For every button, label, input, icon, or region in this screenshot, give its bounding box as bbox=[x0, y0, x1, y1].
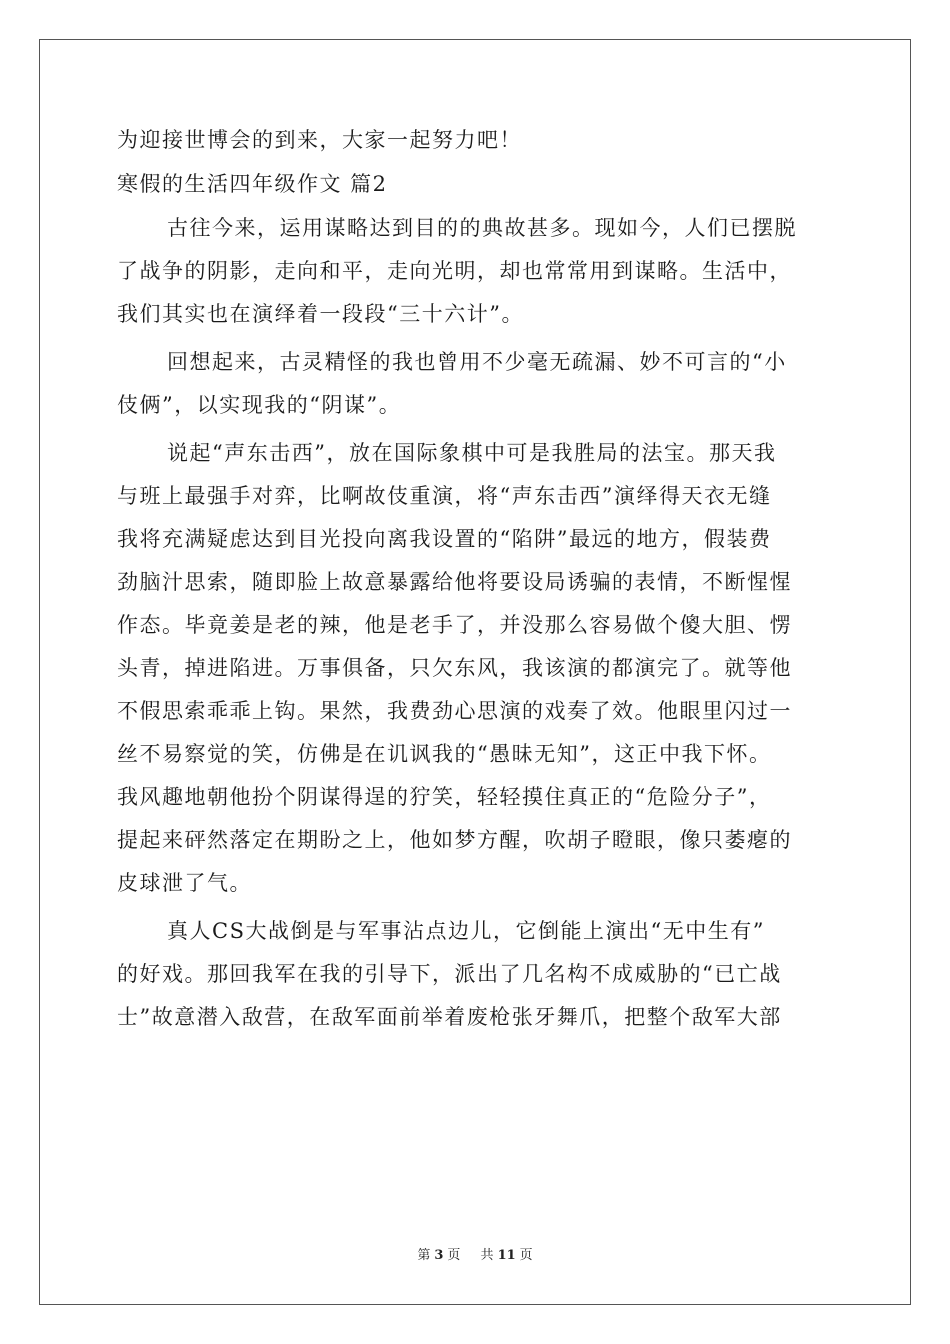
page-footer bbox=[0, 1248, 950, 1264]
text-line: 我风趣地朝他扮个阴谋得逞的狞笑，轻轻摸住真正的“危险分子”， bbox=[117, 785, 772, 809]
text-line: 古往今来，运用谋略达到目的的典故甚多。现如今，人们已摆脱 bbox=[167, 216, 797, 240]
text-line: 我将充满疑虑达到目光投向离我设置的“陷阱”最远的地方，假装费 bbox=[117, 527, 772, 551]
text-line: 与班上最强手对弈，比啊故伎重演，将“声东击西”演绎得天衣无缝 bbox=[117, 484, 772, 508]
text-line: 伎俩”，以实现我的“阴谋”。 bbox=[117, 393, 402, 417]
text-line: 头青，掉进陷进。万事俱备，只欠东风，我该演的都演完了。就等他 bbox=[117, 656, 792, 680]
total-prefix: 共 bbox=[480, 1248, 494, 1263]
total-suffix: 页 bbox=[519, 1248, 533, 1263]
text-line: 说起“声东击西”，放在国际象棋中可是我胜局的法宝。那天我 bbox=[167, 441, 777, 465]
page-total bbox=[477, 1248, 537, 1263]
text-line: 士”故意潜入敌营，在敌军面前举着废枪张牙舞爪，把整个敌军大部 bbox=[117, 1005, 782, 1029]
paragraph-2 bbox=[117, 350, 833, 417]
page-prefix: 第 bbox=[417, 1248, 431, 1263]
text-line: 作态。毕竟姜是老的辣，他是老手了，并没那么容易做个傻大胆、愣 bbox=[117, 613, 792, 637]
document-body bbox=[117, 128, 833, 1029]
text-line: 了战争的阴影，走向和平，走向光明，却也常常用到谋略。生活中， bbox=[117, 259, 792, 283]
text-line: 真人CS大战倒是与军事沾点边儿，它倒能上演出“无中生有” bbox=[167, 919, 765, 943]
text-line: 我们其实也在演绎着一段段“三十六计”。 bbox=[117, 302, 524, 326]
page-number bbox=[413, 1248, 464, 1263]
text-line: 为迎接世博会的到来，大家一起努力吧！ bbox=[117, 128, 522, 152]
text-line: 劲脑汁思索，随即脸上故意暴露给他将要设局诱骗的表情，不断惺惺 bbox=[117, 570, 792, 594]
page-suffix: 页 bbox=[447, 1248, 461, 1263]
text-line: 提起来砰然落定在期盼之上，他如梦方醒，吹胡子瞪眼，像只萎瘪的 bbox=[117, 828, 792, 852]
paragraph-4 bbox=[117, 919, 833, 1029]
paragraph-1 bbox=[117, 216, 833, 326]
total-pages: 11 bbox=[497, 1248, 516, 1263]
current-page: 3 bbox=[434, 1248, 444, 1263]
text-line: 丝不易察觉的笑，仿佛是在讥讽我的“愚昧无知”，这正中我下怀。 bbox=[117, 742, 772, 766]
text-line: 皮球泄了气。 bbox=[117, 871, 252, 895]
text-line: 不假思索乖乖上钩。果然，我费劲心思演的戏奏了效。他眼里闪过一 bbox=[117, 699, 792, 723]
section-heading: 寒假的生活四年级作文 篇2 bbox=[117, 172, 388, 196]
paragraph-3 bbox=[117, 441, 833, 895]
text-line: 的好戏。那回我军在我的引导下，派出了几名构不成威胁的“已亡战 bbox=[117, 962, 782, 986]
text-line: 回想起来，古灵精怪的我也曾用不少毫无疏漏、妙不可言的“小 bbox=[167, 350, 787, 374]
